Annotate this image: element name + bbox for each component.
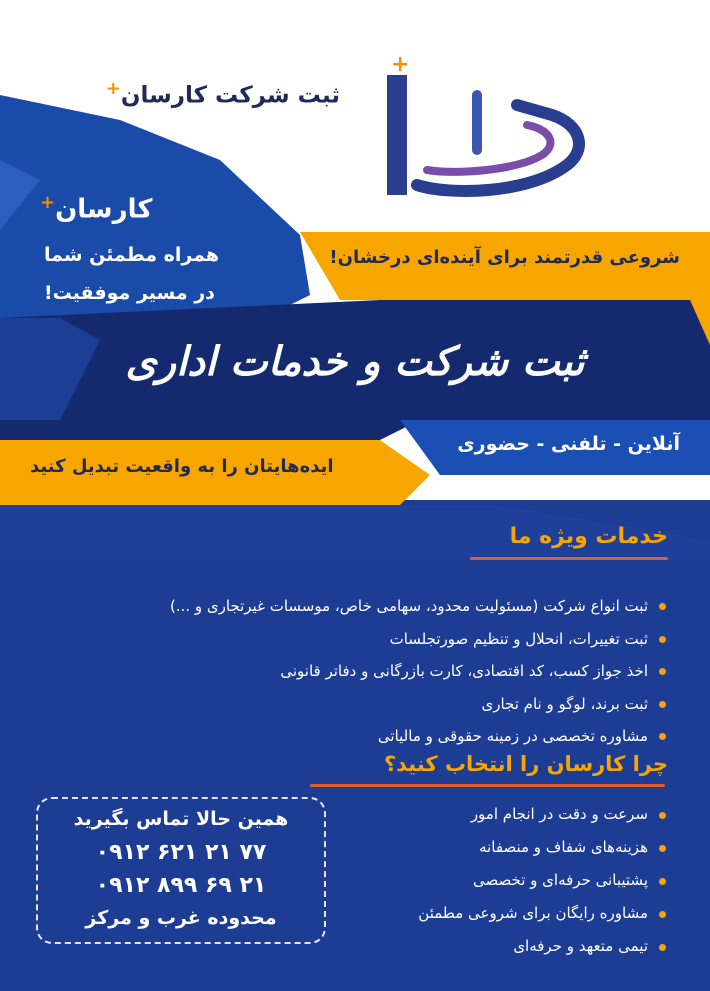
list-item: ثبت انواع شرکت (مسئولیت محدود، سهامی خاص، موسسات غیرتجاری و ...) [170, 590, 668, 623]
list-item: پشتیبانی حرفه‌ای و تخصصی [418, 864, 668, 897]
list-item: اخذ جواز کسب، کد اقتصادی، کارت بازرگانی و دفاتر قانونی [170, 655, 668, 688]
services-title: خدمات ویژه ما [509, 524, 668, 549]
list-item: ثبت برند، لوگو و نام تجاری [170, 688, 668, 721]
service-area: محدوده غرب و مرکز [85, 907, 277, 929]
ideas-slogan: ایده‌هایتان را به واقعیت تبدیل کنید [30, 456, 334, 477]
karsan-logo [377, 55, 587, 215]
services-list [170, 590, 668, 753]
list-item: ثبت تغییرات، انحلال و تنظیم صورتجلسات [170, 623, 668, 656]
why-list [418, 798, 668, 963]
why-title-underline [310, 784, 665, 787]
list-item: مشاوره تخصصی در زمینه حقوقی و مالیاتی [170, 720, 668, 753]
brand-name: کارسان+ [40, 192, 153, 225]
why-title: چرا کارسان را انتخاب کنید؟ [383, 752, 668, 776]
list-item: هزینه‌های شفاف و منصفانه [418, 831, 668, 864]
contact-heading: همین حالا تماس بگیرید [73, 808, 289, 830]
brand-line-2: در مسیر موفقیت! [44, 282, 215, 304]
contact-box [36, 797, 326, 944]
services-title-underline [470, 557, 668, 560]
tagline: شروعی قدرتمند برای آینده‌ای درخشان! [329, 247, 680, 268]
phone-number-1[interactable]: ۰۹۱۲ ۶۲۱ ۲۱ ۷۷ [95, 840, 267, 865]
list-item: مشاوره رایگان برای شروعی مطمئن [418, 897, 668, 930]
svg-text:+: + [391, 55, 410, 77]
brand-line-1: همراه مطمئن شما [44, 244, 220, 266]
list-item: سرعت و دقت در انجام امور [418, 798, 668, 831]
list-item: تیمی متعهد و حرفه‌ای [418, 930, 668, 963]
top-title: ثبت شرکت کارسان+ [105, 78, 340, 109]
phone-number-2[interactable]: ۰۹۱۲ ۸۹۹ ۶۹ ۲۱ [95, 873, 267, 898]
service-modes: آنلاین - تلفنی - حضوری [457, 433, 680, 455]
main-title: ثبت شرکت و خدمات اداری [125, 338, 585, 385]
